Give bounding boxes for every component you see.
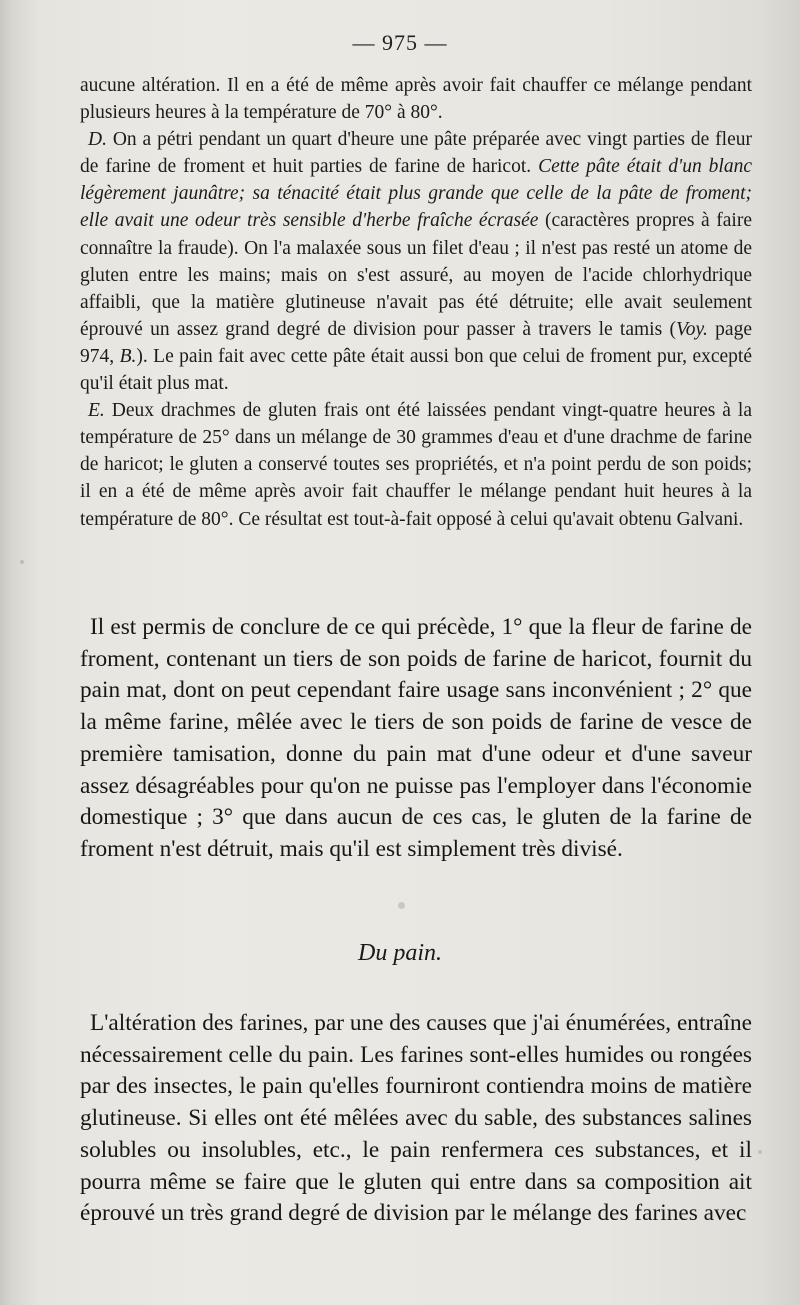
label-e: E. bbox=[88, 400, 105, 422]
conclusion-paragraph: Il est permis de conclure de ce qui précède, 1° que la fleur de farine de froment, contenant un tiers de son poids de farine de haricot, fournit du pain mat, dont on peut cependant faire usage sans inconvénient ; 2° que la même farine, mêlée avec le tiers de son poids de farine de vesce de première tamisation, donne du pain mat d'une odeur et d'une saveur assez désagréables pour qu'on ne puisse pas l'employer dans l'économie domestique ; 3° que dans aucun de ces cas, le gluten de la farine de froment n'est détruit, mais qu'il est simplement très divisé. bbox=[80, 614, 752, 862]
page-number: — 975 — bbox=[352, 30, 448, 55]
continuation-paragraph: aucune altération. Il en a été de même après avoir fait chauffer ce mélange pendant plusieurs heures à la température de 70° à 80°. bbox=[80, 75, 752, 124]
paragraph-d-text-4: ). Le pain fait avec cette pâte était aussi bon que celui de froment pur, excepté qu'il était plus mat. bbox=[80, 345, 753, 395]
label-d: D. bbox=[88, 129, 107, 151]
b-reference: B. bbox=[119, 345, 137, 367]
paper-speck bbox=[758, 1150, 762, 1154]
paragraph-e bbox=[80, 397, 752, 532]
bread-block bbox=[80, 1008, 752, 1230]
experiment-notes bbox=[80, 72, 752, 533]
paragraph-e-text: Deux drachmes de gluten frais ont été laissées pendant vingt-quatre heures à la température de 25° dans un mélange de 30 grammes d'eau et d'une drachme de farine de haricot; le gluten a conservé toutes ses propriétés, et n'a point perdu de son poids; il en a été de même après avoir fait chauffer le mélange pendant huit heures à la température de 80°. Ce résultat est tout-à-fait opposé à celui qu'avait obtenu Galvani. bbox=[80, 400, 752, 530]
paragraph-d-text-3: page 974, bbox=[80, 318, 752, 367]
conclusion-block bbox=[80, 612, 752, 866]
paragraph-d-italic: Cette pâte était d'un blanc légèrement jaunâtre; sa ténacité était plus grande que celle de la pâte de froment; elle avait une odeur très sensible d'herbe fraîche écrasée bbox=[80, 156, 752, 232]
paragraph-d-text-2: (caractères propres à faire connaître la fraude). On l'a malaxée sous un filet d'eau ; il n'est pas resté un atome de gluten entre les mains; mais on s'est assuré, au moyen de l'acide chlorhydrique affaibli, que la matière glutineuse n'avait pas été détruite; elle avait seulement éprouvé un assez grand degré de division pour passer à travers le tamis ( bbox=[80, 210, 752, 340]
voy-reference: Voy. bbox=[675, 318, 708, 340]
bread-paragraph: L'altération des farines, par une des causes que j'ai énumérées, entraîne nécessairement celle du pain. Les farines sont-elles humides ou rongées par des insectes, le pain qu'elles fourniront contiendra moins de matière glutineuse. Si elles ont été mêlées avec du sable, des substances salines solubles ou insolubles, etc., le pain renfermera ces substances, et il pourra même se faire que le gluten qui entre dans sa composition ait éprouvé un très grand degré de division par le mélange des farines avec bbox=[80, 1010, 752, 1227]
paper-speck bbox=[20, 560, 24, 564]
paragraph-d-text-1: On a pétri pendant un quart d'heure une pâte préparée avec vingt parties de fleur de farine de froment et huit parties de farine de haricot. bbox=[80, 129, 752, 178]
paragraph-d bbox=[80, 126, 752, 397]
paper-speck bbox=[398, 902, 405, 909]
section-heading: Du pain. bbox=[358, 940, 442, 966]
